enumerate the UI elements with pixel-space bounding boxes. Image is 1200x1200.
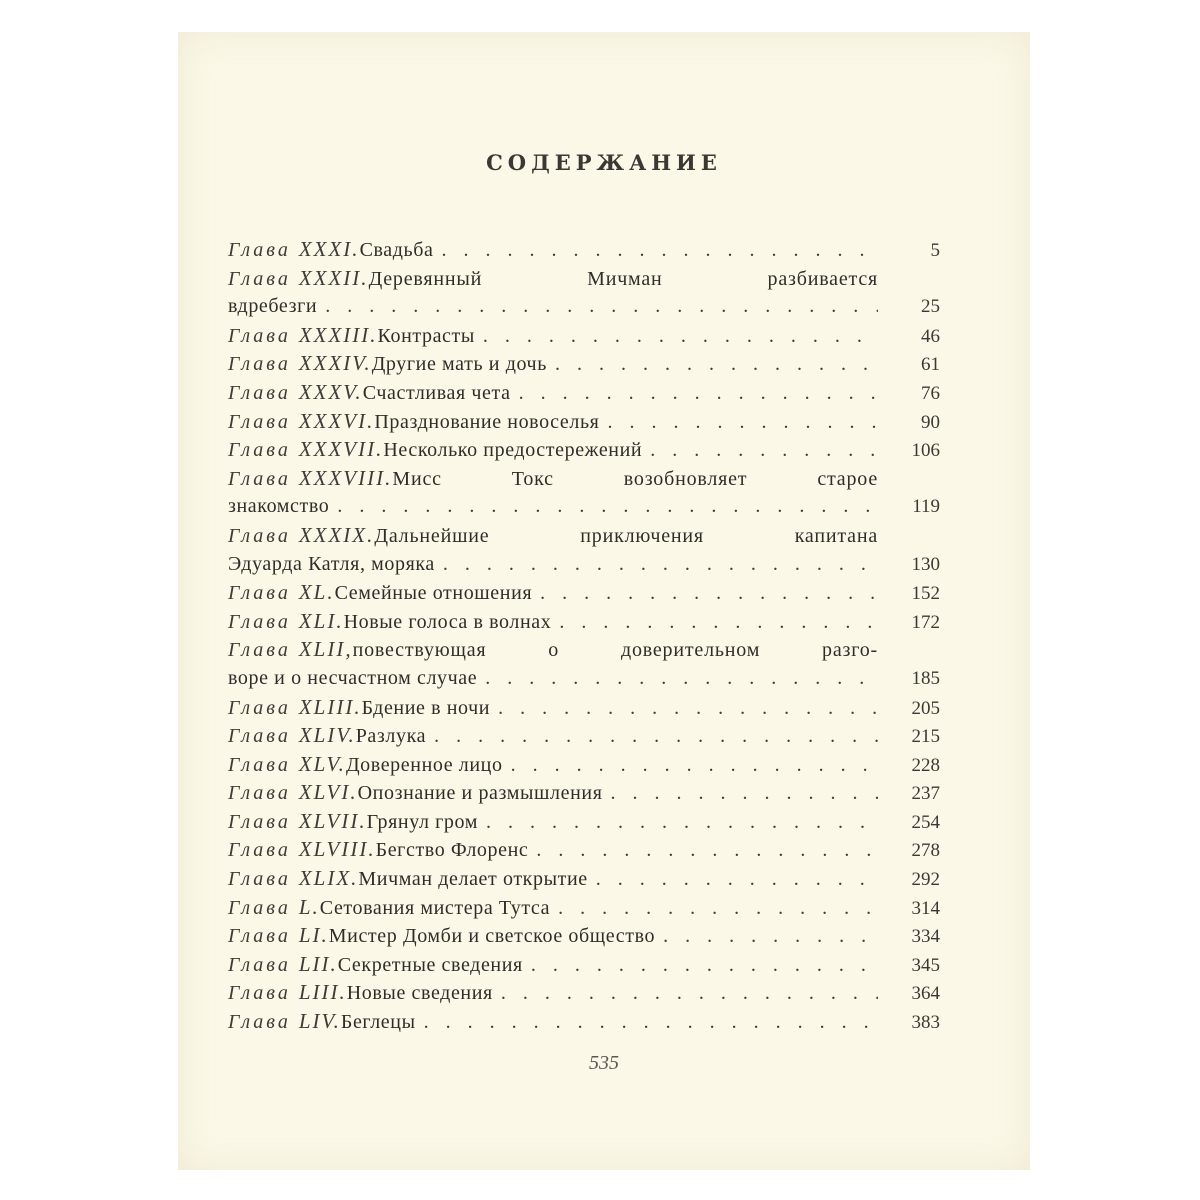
toc-entry-line bbox=[228, 378, 940, 407]
chapter-numeral: XLVIII. bbox=[298, 837, 376, 862]
chapter-numeral: XXXIII. bbox=[298, 322, 378, 347]
chapter-prefix: Глава bbox=[228, 610, 291, 633]
chapter-label bbox=[228, 235, 360, 265]
chapter-numeral: XXXI. bbox=[298, 237, 360, 261]
toc-entry-line bbox=[228, 950, 940, 979]
chapter-numeral: XLVI. bbox=[298, 780, 358, 805]
chapter-label bbox=[228, 950, 338, 980]
dot-leader bbox=[642, 436, 878, 465]
chapter-label bbox=[228, 893, 320, 923]
chapter-page-number: 292 bbox=[911, 869, 940, 891]
chapter-label bbox=[228, 1007, 341, 1037]
dot-leader bbox=[551, 608, 878, 637]
chapter-prefix: Глава bbox=[228, 896, 291, 919]
chapter-numeral: LII. bbox=[298, 951, 338, 976]
toc-entry-line bbox=[228, 464, 940, 493]
chapter-title: Несколько предостережений bbox=[383, 439, 643, 462]
chapter-numeral: XL. bbox=[298, 580, 335, 605]
dot-leader bbox=[435, 550, 878, 579]
chapter-page-number: 90 bbox=[921, 411, 940, 433]
chapter-numeral: XLIX. bbox=[298, 866, 359, 891]
chapter-title: Контрасты bbox=[377, 324, 475, 347]
chapter-page-number: 254 bbox=[911, 811, 940, 833]
chapter-page-number: 46 bbox=[921, 325, 940, 347]
dot-leader bbox=[523, 951, 878, 980]
toc-entry-line bbox=[228, 693, 940, 722]
chapter-prefix: Глава bbox=[228, 868, 291, 891]
chapter-label bbox=[228, 264, 369, 294]
dot-leader bbox=[478, 808, 878, 837]
chapter-label bbox=[228, 864, 358, 894]
chapter-title: Новые сведения bbox=[346, 982, 493, 1005]
chapter-title: Секретные сведения bbox=[337, 953, 523, 976]
toc-entry-line bbox=[228, 264, 940, 293]
chapter-numeral: LIII. bbox=[298, 980, 347, 1005]
chapter-label bbox=[228, 978, 347, 1008]
chapter-prefix: Глава bbox=[228, 639, 291, 662]
chapter-page-number: 130 bbox=[911, 553, 940, 575]
dot-leader bbox=[550, 894, 878, 923]
chapter-label bbox=[228, 464, 392, 494]
chapter-prefix: Глава bbox=[228, 410, 291, 433]
chapter-prefix: Глава bbox=[228, 439, 291, 462]
chapter-numeral: XXXIX. bbox=[298, 522, 375, 547]
toc-entry-continuation bbox=[228, 664, 940, 693]
dot-leader bbox=[655, 922, 878, 951]
dot-leader bbox=[599, 408, 878, 437]
toc-entry bbox=[228, 407, 940, 436]
dot-leader bbox=[416, 1008, 878, 1037]
chapter-label bbox=[228, 693, 362, 723]
chapter-title: Доверенное лицо bbox=[345, 753, 503, 776]
chapter-numeral: XLVII. bbox=[298, 808, 367, 833]
chapter-prefix: Глава bbox=[228, 982, 291, 1005]
chapter-prefix: Глава bbox=[228, 524, 291, 547]
chapter-page-number: 5 bbox=[930, 240, 940, 261]
chapter-numeral: LI. bbox=[298, 923, 329, 948]
chapter-title: Семейные отношения bbox=[334, 582, 533, 605]
toc-entry-line bbox=[228, 407, 940, 436]
dot-leader bbox=[528, 836, 878, 865]
toc-entry-line bbox=[228, 635, 940, 664]
page-title: СОДЕРЖАНИЕ bbox=[486, 150, 722, 175]
toc-entry-line bbox=[228, 521, 940, 550]
chapter-title: Беглецы bbox=[340, 1011, 416, 1034]
chapter-numeral: XXXIV. bbox=[298, 351, 372, 376]
chapter-page-number: 383 bbox=[911, 1012, 940, 1034]
chapter-title: Деревянный Мичман разбивается bbox=[368, 267, 878, 290]
chapter-prefix: Глава bbox=[228, 725, 291, 748]
toc-entry bbox=[228, 807, 940, 836]
table-of-contents bbox=[228, 235, 940, 1036]
chapter-label bbox=[228, 721, 356, 751]
dot-leader bbox=[511, 379, 878, 408]
chapter-label bbox=[228, 435, 383, 465]
toc-entry bbox=[228, 950, 940, 979]
chapter-page-number: 215 bbox=[911, 726, 940, 748]
chapter-title: Счастливая чета bbox=[362, 381, 511, 404]
chapter-page-number: 61 bbox=[921, 354, 940, 376]
chapter-page-number: 76 bbox=[921, 382, 940, 404]
toc-entry bbox=[228, 349, 940, 378]
chapter-numeral: XXXVI. bbox=[298, 408, 375, 433]
toc-entry bbox=[228, 321, 940, 350]
chapter-label bbox=[228, 807, 367, 837]
toc-entry bbox=[228, 1007, 940, 1036]
chapter-numeral: LIV. bbox=[298, 1009, 341, 1034]
toc-entry bbox=[228, 607, 940, 636]
chapter-prefix: Глава bbox=[228, 782, 291, 805]
toc-entry-line bbox=[228, 750, 940, 779]
chapter-title: Опознание и размышления bbox=[357, 782, 603, 805]
chapter-title: воре и о несчастном случае bbox=[228, 666, 478, 689]
toc-entry-line bbox=[228, 921, 940, 950]
chapter-numeral: XLIII. bbox=[298, 694, 362, 719]
chapter-page-number: 205 bbox=[911, 697, 940, 719]
chapter-label bbox=[228, 378, 363, 408]
chapter-numeral: XXXVIII. bbox=[298, 465, 393, 490]
toc-entry-line bbox=[228, 435, 940, 464]
chapter-label bbox=[228, 607, 344, 637]
chapter-prefix: Глава bbox=[228, 353, 291, 376]
chapter-page-number: 119 bbox=[912, 496, 940, 518]
chapter-prefix: Глава bbox=[228, 839, 291, 862]
chapter-page-number: 185 bbox=[911, 667, 940, 689]
chapter-title: Эдуарда Катля, моряка bbox=[228, 552, 435, 575]
chapter-title: Разлука bbox=[355, 725, 427, 748]
toc-entry-continuation bbox=[228, 492, 940, 521]
chapter-label bbox=[228, 835, 376, 865]
toc-entry-line bbox=[228, 721, 940, 750]
chapter-numeral: XXXVII. bbox=[298, 437, 384, 462]
toc-entry-continuation bbox=[228, 550, 940, 579]
toc-entry-continuation bbox=[228, 292, 940, 321]
chapter-title: Мисс Токс возобновляет старое bbox=[392, 467, 878, 490]
chapter-label bbox=[228, 321, 378, 351]
dot-leader bbox=[493, 979, 878, 1008]
chapter-page-number: 237 bbox=[911, 783, 940, 805]
dot-leader bbox=[477, 664, 878, 693]
chapter-label bbox=[228, 635, 353, 665]
chapter-prefix: Глава bbox=[228, 696, 291, 719]
toc-entry-line bbox=[228, 578, 940, 607]
chapter-title: Мистер Домби и светское общество bbox=[328, 925, 656, 948]
chapter-title: Другие мать и дочь bbox=[371, 353, 547, 376]
toc-entry bbox=[228, 264, 940, 321]
chapter-page-number: 278 bbox=[911, 840, 940, 862]
chapter-page-number: 345 bbox=[911, 954, 940, 976]
dot-leader bbox=[532, 579, 878, 608]
toc-entry-line bbox=[228, 321, 940, 350]
dot-leader bbox=[503, 751, 878, 780]
chapter-page-number: 152 bbox=[911, 583, 940, 605]
chapter-title: Бдение в ночи bbox=[361, 696, 491, 719]
chapter-numeral: L. bbox=[298, 894, 320, 919]
toc-entry-line bbox=[228, 835, 940, 864]
chapter-numeral: XLII, bbox=[298, 637, 353, 662]
chapter-title: Празднование новоселья bbox=[374, 410, 600, 433]
toc-entry bbox=[228, 921, 940, 950]
toc-entry-line bbox=[228, 864, 940, 893]
chapter-page-number: 334 bbox=[911, 926, 940, 948]
dot-leader bbox=[426, 722, 878, 751]
chapter-title: Дальнейшие приключения капитана bbox=[374, 524, 878, 547]
toc-entry-line bbox=[228, 235, 940, 264]
chapter-prefix: Глава bbox=[228, 267, 291, 290]
toc-entry bbox=[228, 721, 940, 750]
toc-entry bbox=[228, 835, 940, 864]
chapter-page-number: 106 bbox=[911, 440, 940, 462]
chapter-title: Бегство Флоренс bbox=[375, 839, 529, 862]
chapter-title: Мичман делает открытие bbox=[358, 868, 588, 891]
toc-entry bbox=[228, 864, 940, 893]
chapter-prefix: Глава bbox=[228, 953, 291, 976]
chapter-title: Грянул гром bbox=[366, 810, 479, 833]
dot-leader bbox=[547, 350, 878, 379]
toc-entry bbox=[228, 435, 940, 464]
chapter-label bbox=[228, 349, 372, 379]
chapter-title: повествующая о доверительном разго- bbox=[352, 639, 878, 662]
chapter-prefix: Глава bbox=[228, 810, 291, 833]
chapter-numeral: XLV. bbox=[298, 751, 346, 776]
toc-entry bbox=[228, 521, 940, 578]
chapter-label bbox=[228, 578, 335, 608]
chapter-page-number: 25 bbox=[921, 296, 940, 318]
chapter-numeral: XLI. bbox=[298, 608, 344, 633]
chapter-title: Новые голоса в волнах bbox=[343, 610, 552, 633]
chapter-prefix: Глава bbox=[228, 467, 291, 490]
toc-entry bbox=[228, 750, 940, 779]
toc-entry bbox=[228, 378, 940, 407]
toc-entry-line bbox=[228, 807, 940, 836]
page-number: 535 bbox=[589, 1052, 619, 1074]
dot-leader bbox=[329, 492, 878, 521]
chapter-label bbox=[228, 750, 346, 780]
chapter-label bbox=[228, 921, 329, 951]
toc-entry-line bbox=[228, 893, 940, 922]
dot-leader bbox=[588, 865, 878, 894]
book-page bbox=[178, 32, 1030, 1170]
chapter-numeral: XXXII. bbox=[298, 265, 369, 290]
chapter-numeral: XLIV. bbox=[298, 723, 356, 748]
toc-entry bbox=[228, 635, 940, 692]
chapter-prefix: Глава bbox=[228, 582, 291, 605]
chapter-title: Сетования мистера Тутса bbox=[319, 896, 551, 919]
dot-leader bbox=[603, 779, 878, 808]
chapter-prefix: Глава bbox=[228, 753, 291, 776]
chapter-prefix: Глава bbox=[228, 925, 291, 948]
chapter-label bbox=[228, 778, 358, 808]
toc-entry-line bbox=[228, 607, 940, 636]
toc-entry bbox=[228, 235, 940, 264]
dot-leader bbox=[475, 322, 878, 351]
chapter-title: вдребезги bbox=[228, 295, 318, 318]
chapter-numeral: XXXV. bbox=[298, 379, 363, 404]
chapter-page-number: 364 bbox=[911, 983, 940, 1005]
toc-entry-line bbox=[228, 349, 940, 378]
toc-entry-line bbox=[228, 778, 940, 807]
chapter-prefix: Глава bbox=[228, 324, 291, 347]
toc-entry-line bbox=[228, 978, 940, 1007]
dot-leader bbox=[490, 694, 878, 723]
dot-leader bbox=[434, 236, 878, 265]
chapter-prefix: Глава bbox=[228, 381, 291, 404]
chapter-title: Свадьба bbox=[359, 239, 434, 261]
chapter-label bbox=[228, 407, 374, 437]
chapter-prefix: Глава bbox=[228, 239, 291, 261]
toc-entry bbox=[228, 978, 940, 1007]
chapter-page-number: 172 bbox=[911, 611, 940, 633]
toc-entry bbox=[228, 578, 940, 607]
chapter-page-number: 314 bbox=[911, 897, 940, 919]
toc-entry bbox=[228, 778, 940, 807]
toc-entry bbox=[228, 893, 940, 922]
chapter-page-number: 228 bbox=[911, 754, 940, 776]
chapter-prefix: Глава bbox=[228, 1011, 291, 1034]
chapter-title: знакомство bbox=[228, 495, 330, 518]
chapter-label bbox=[228, 521, 374, 551]
toc-entry bbox=[228, 464, 940, 521]
dot-leader bbox=[317, 292, 878, 321]
toc-entry bbox=[228, 693, 940, 722]
toc-entry-line bbox=[228, 1007, 940, 1036]
